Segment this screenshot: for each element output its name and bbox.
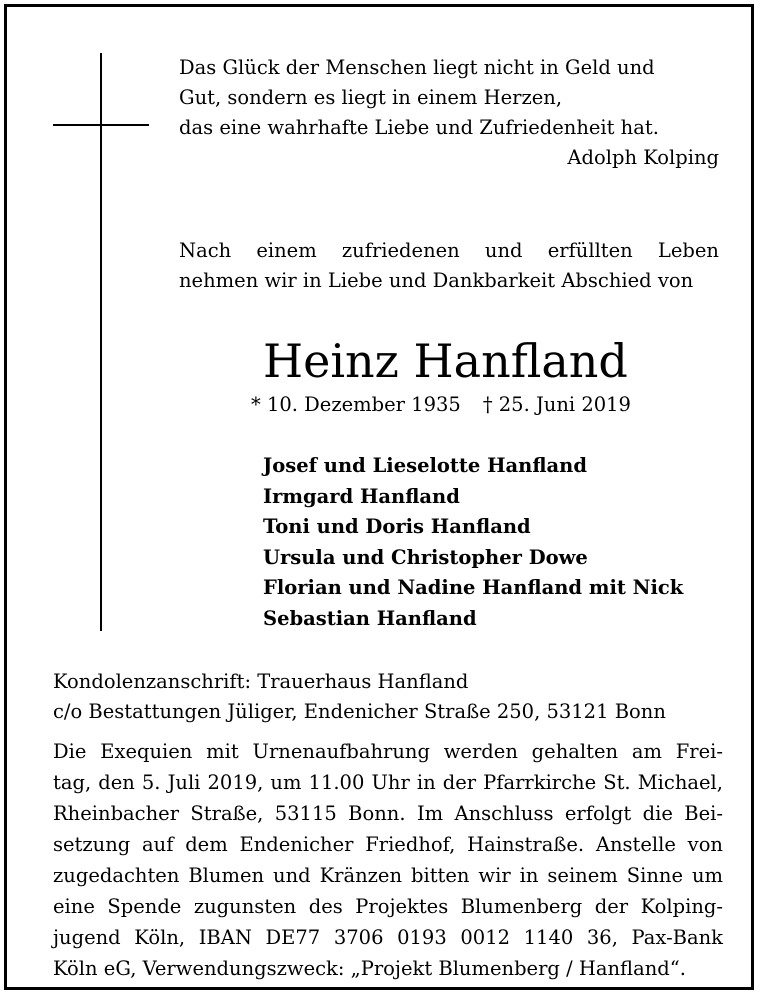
- funeral-details: [53, 736, 723, 984]
- condolence-address: [53, 667, 723, 727]
- details-line: tag, den 5. Juli 2019, um 11.00 Uhr in der Pfarrkirche St. Michael,: [53, 771, 723, 794]
- mourner-item: Josef und Lieselotte Hanfland: [263, 454, 587, 477]
- mourner-item: Florian und Nadine Hanfland mit Nick: [263, 576, 684, 599]
- mourners-list: [263, 451, 683, 634]
- birth-date: * 10. Dezember 1935: [251, 393, 461, 416]
- obituary-notice: [4, 4, 754, 990]
- death-date: † 25. Juni 2019: [482, 393, 631, 416]
- details-line: setzung auf dem Endenicher Friedhof, Hainstraße. Anstelle von: [53, 833, 723, 856]
- deceased-name: Heinz Hanfland: [263, 334, 628, 388]
- address-line: c/o Bestattungen Jüliger, Endenicher Straße 250, 53121 Bonn: [53, 700, 666, 723]
- quote-block: [179, 53, 719, 173]
- details-line: Die Exequien mit Urnenaufbahrung werden gehalten am Frei-: [53, 740, 723, 763]
- intro-text: [179, 236, 719, 296]
- intro-line: Nach einem zufriedenen und erfüllten Leben: [179, 239, 719, 262]
- mourner-item: Irmgard Hanfland: [263, 484, 460, 508]
- quote-line: das eine wahrhafte Liebe und Zufriedenheit hat.: [179, 116, 659, 139]
- details-line: Rheinbacher Straße, 53115 Bonn. Im Anschluss erfolgt die Bei-: [53, 802, 723, 825]
- details-line: eine Spende zugunsten des Projektes Blumenberg der Kolping-: [53, 895, 723, 918]
- quote-author: Adolph Kolping: [567, 146, 719, 169]
- quote-line: Das Glück der Menschen liegt nicht in Geld und: [179, 56, 655, 79]
- details-line: Köln eG, Verwendungszweck: „Projekt Blumenberg / Hanfland“.: [53, 957, 686, 980]
- quote-line: Gut, sondern es liegt in einem Herzen,: [179, 86, 563, 109]
- cross-icon: [100, 53, 102, 631]
- life-dates: [251, 390, 631, 420]
- cross-icon-bar: [53, 124, 149, 126]
- mourner-item: Toni und Doris Hanfland: [263, 515, 531, 538]
- details-line: zugedachten Blumen und Kränzen bitten wir in seinem Sinne um: [53, 864, 723, 887]
- intro-line: nehmen wir in Liebe und Dankbarkeit Abschied von: [179, 269, 694, 292]
- mourner-item: Sebastian Hanfland: [263, 606, 477, 630]
- mourner-item: Ursula und Christopher Dowe: [263, 545, 588, 569]
- details-line: jugend Köln, IBAN DE77 3706 0193 0012 1140 36, Pax-Bank: [53, 926, 723, 949]
- address-line: Kondolenzanschrift: Trauerhaus Hanfland: [53, 670, 469, 693]
